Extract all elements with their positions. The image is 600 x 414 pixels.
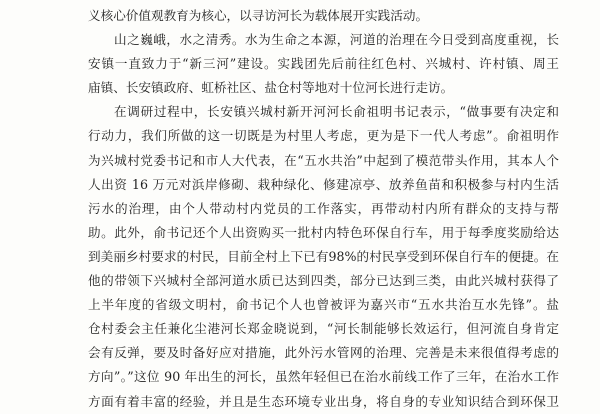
text-line: 人出资 16 万元对浜岸修砌、栽种绿化、修建凉亭、放养鱼苗和积极参与村内生活 (88, 176, 559, 192)
text-line: 安镇一直致力于“新三河”建设。实践团先后前往红色村、兴城村、许村镇、周王 (88, 56, 559, 72)
paragraph-river-governance (88, 28, 559, 100)
text-line: 山之巍峨，水之清秀。水为生命之本源，河道的治理在今日受到高度重视，长 (114, 32, 559, 48)
text-line-partial: 方面有着丰富的经验，并且是生态环境专业出身，将自身的专业知识结合到环保卫 (88, 393, 559, 409)
text-line: 他的带领下兴城村全部河道水质已达到四类，部分已达到三类，由此兴城村获得了 (88, 273, 559, 289)
text-line: 义核心价值观教育为核心，以寻访河长为载体展开实践活动。 (88, 8, 429, 23)
text-line: 上半年度的省级文明村，俞书记个人也曾被评为嘉兴市“五水共治互水先锋”。盐 (88, 297, 559, 313)
text-line: 助。此外，俞书记还个人出资购买一批村内特色环保自行车，用于每季度奖励给达 (88, 224, 559, 240)
paragraph-continuation (88, 4, 559, 28)
text-line: 为兴城村党委书记和市人大代表，在“五水共治”中起到了模范带头作用，其本人个 (88, 152, 559, 168)
text-line: 会有反弹，要及时备好应对措施，此外污水管网的治理、完善是未来很值得考虑的 (88, 345, 559, 361)
text-line: 污水的治理，由个人带动村内党员的工作落实，再带动村内所有群众的支持与帮 (88, 200, 559, 216)
text-line: 在调研过程中，长安镇兴城村新开河河长俞祖明书记表示，“做事要有决定和 (114, 104, 559, 120)
text-line: 到美丽乡村要求的村民，目前全村上下已有98%的村民享受到环保自行车的便捷。在 (88, 248, 559, 264)
text-line: 仓村委会主任兼化尘港河长郑金晓说到，“河长制能够长效运行，但河流自身肯定 (88, 321, 559, 337)
paragraph-research-interviews (88, 100, 559, 409)
document-body (88, 4, 559, 409)
text-line: 行动力，我们所做的这一切既是为村里人考虑，更为是下一代人考虑”。俞祖明作 (88, 128, 559, 144)
text-line: 庙镇、长安镇政府、虹桥社区、盐仓村等地对十位河长进行走访。 (88, 80, 454, 96)
text-line: 方向”。”这位 90 年出生的河长，虽然年轻但已在治水前线工作了三年，在治水工作 (88, 369, 559, 385)
